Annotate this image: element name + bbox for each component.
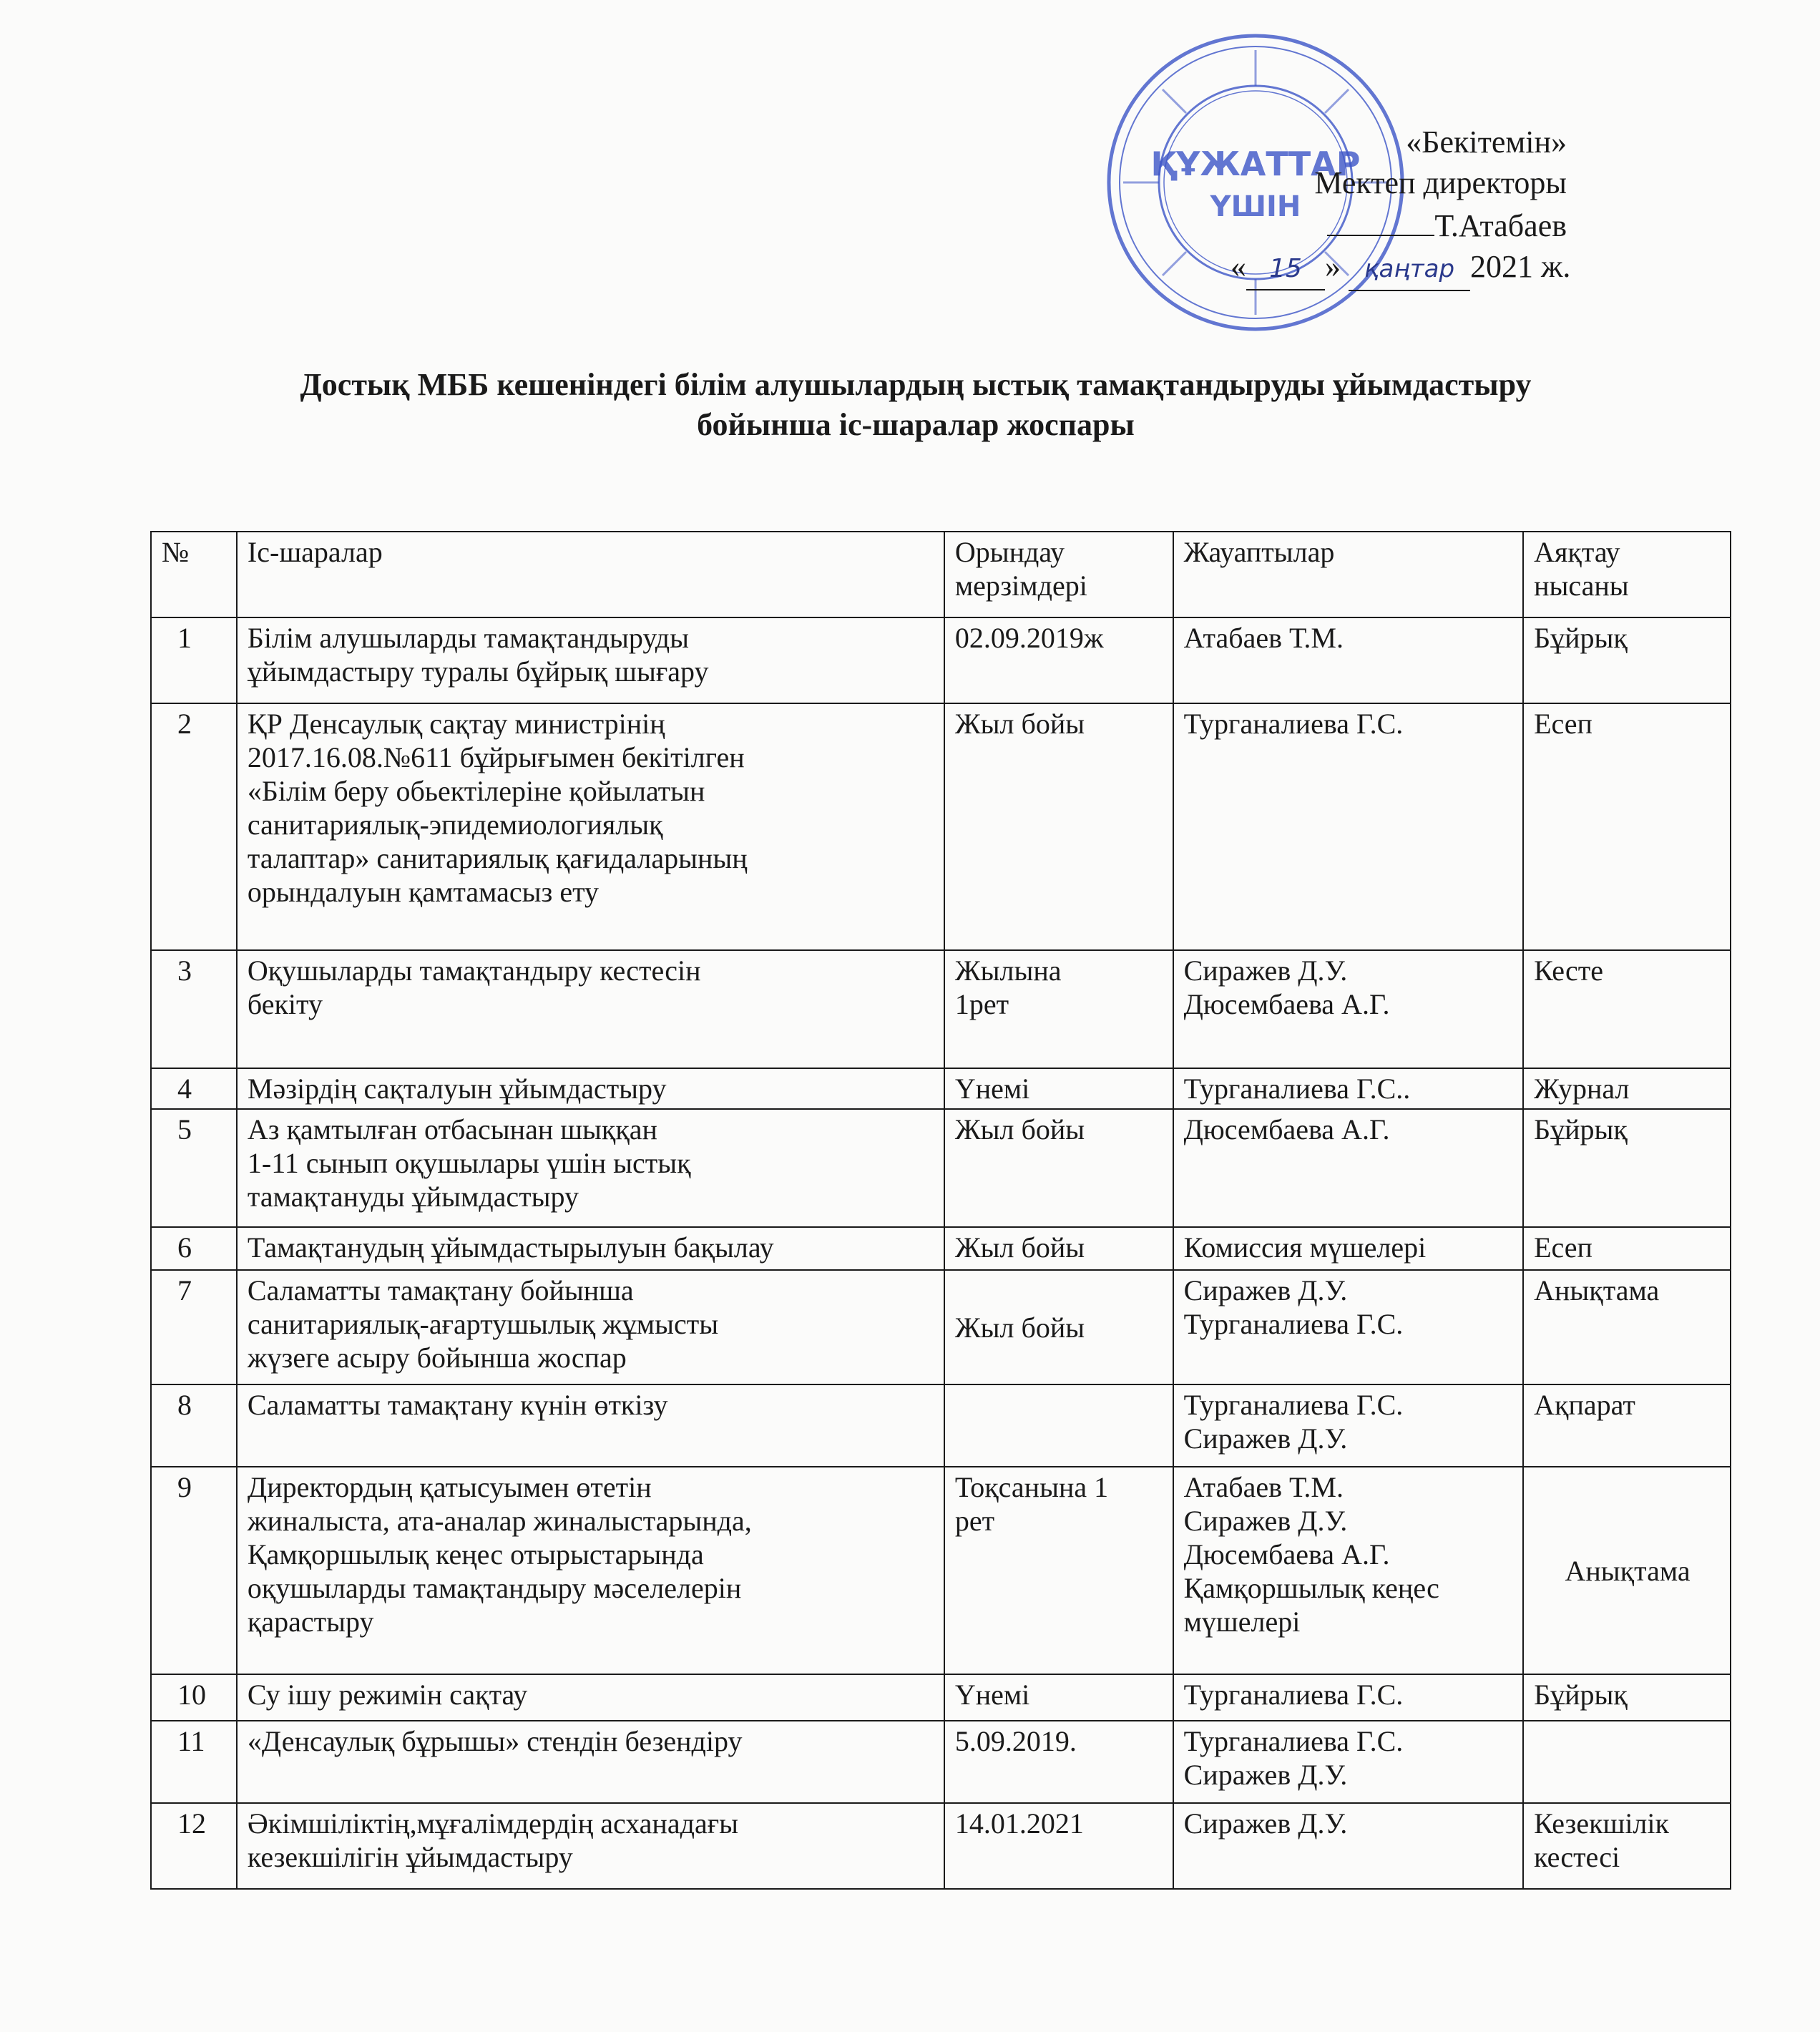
row-responsible <box>1173 1227 1524 1270</box>
row-completion-form: Бұйрық <box>1523 617 1731 703</box>
row-deadline <box>944 1467 1173 1674</box>
responsible-line: Сиражев Д.У. <box>1183 1505 1348 1537</box>
row-number: 5 <box>151 1109 237 1227</box>
activity-line: «Денсаулық бұрышы» стендін безендіру <box>247 1725 743 1757</box>
row-activity <box>237 1227 944 1270</box>
responsible-line: Дюсембаева А.Г. <box>1183 988 1390 1020</box>
table-row <box>151 1803 1731 1889</box>
responsible-line: Сиражев Д.У. <box>1183 1274 1348 1306</box>
deadline-line: 02.09.2019ж <box>954 622 1104 654</box>
row-completion-form: Журнал <box>1523 1068 1731 1109</box>
row-activity <box>237 703 944 950</box>
row-responsible <box>1173 1721 1524 1803</box>
row-activity <box>237 1270 944 1384</box>
document-title <box>215 365 1617 445</box>
deadline-line: Тоқсанына 1 <box>954 1471 1109 1503</box>
activity-line: Білім алушыларды тамақтандыруды <box>247 622 690 654</box>
activity-line: тамақтануды ұйымдастыру <box>247 1181 579 1213</box>
responsible-line: мүшелері <box>1183 1606 1301 1638</box>
approval-name: Т.Атабаев <box>1434 208 1567 243</box>
row-deadline <box>944 1384 1173 1467</box>
table-row <box>151 1068 1731 1109</box>
responsible-line: Дюсембаева А.Г. <box>1183 1538 1390 1571</box>
table-row <box>151 1109 1731 1227</box>
row-number: 10 <box>151 1674 237 1721</box>
activity-line: Саламатты тамақтану бойынша <box>247 1274 634 1306</box>
row-responsible <box>1173 1467 1524 1674</box>
activity-line: орындалуын қамтамасыз ету <box>247 876 600 908</box>
responsible-line: Турганалиева Г.С. <box>1183 1725 1404 1757</box>
date-year: 2021 ж. <box>1470 249 1571 284</box>
row-deadline <box>944 1068 1173 1109</box>
activity-line: талаптар» санитариялық қағидаларының <box>247 842 748 874</box>
deadline-line: Жыл бойы <box>954 1113 1085 1146</box>
table-header-row <box>151 532 1731 617</box>
title-line-2: бойынша іс-шаралар жоспары <box>697 407 1135 442</box>
row-activity <box>237 1721 944 1803</box>
row-deadline <box>944 1803 1173 1889</box>
row-activity <box>237 1109 944 1227</box>
row-activity <box>237 1803 944 1889</box>
approval-label: «Бекітемін» <box>1406 124 1567 160</box>
activity-line: бекіту <box>247 988 323 1020</box>
responsible-line: Дюсембаева А.Г. <box>1183 1113 1390 1146</box>
date-month: қаңтар <box>1349 249 1470 291</box>
row-completion-form: Есеп <box>1523 703 1731 950</box>
row-deadline <box>944 950 1173 1068</box>
activity-line: Әкімшіліктің,мұғалімдердің асханадағы <box>247 1807 738 1840</box>
activity-line: Саламатты тамақтану күнін өткізу <box>247 1389 668 1421</box>
activity-line: Аз қамтылған отбасынан шыққан <box>247 1113 657 1146</box>
deadline-line: Жыл бойы <box>954 1311 1085 1344</box>
activity-line: оқушыларды тамақтандыру мәселелерін <box>247 1572 742 1604</box>
activity-line: 1-11 сынып оқушылары үшін ыстық <box>247 1147 691 1179</box>
responsible-line: Турганалиева Г.С.. <box>1183 1073 1411 1105</box>
row-completion-form <box>1523 1721 1731 1803</box>
row-responsible <box>1173 1270 1524 1384</box>
row-activity <box>237 1384 944 1467</box>
row-completion-form: Бұйрық <box>1523 1674 1731 1721</box>
responsible-line: Сиражев Д.У. <box>1183 1422 1348 1455</box>
row-number: 12 <box>151 1803 237 1889</box>
row-activity <box>237 950 944 1068</box>
deadline-line: Үнемі <box>954 1679 1030 1711</box>
activity-line: Қамқоршылық кеңес отырыстарында <box>247 1538 704 1571</box>
row-number: 11 <box>151 1721 237 1803</box>
row-deadline <box>944 1109 1173 1227</box>
row-responsible <box>1173 1109 1524 1227</box>
responsible-line: Атабаев Т.М. <box>1183 622 1344 654</box>
row-deadline <box>944 1674 1173 1721</box>
approval-date <box>1231 246 1571 291</box>
row-number: 6 <box>151 1227 237 1270</box>
responsible-line: Турганалиева Г.С. <box>1183 1389 1404 1421</box>
activity-line: жиналыста, ата-аналар жиналыстарында, <box>247 1505 752 1537</box>
plan-table <box>150 531 1731 1890</box>
activity-line: санитариялық-ағартушылық жұмысты <box>247 1308 719 1340</box>
deadline-line: 14.01.2021 <box>954 1807 1084 1840</box>
activity-line: Су ішу режимін сақтау <box>247 1679 528 1711</box>
row-responsible <box>1173 1384 1524 1467</box>
row-deadline <box>944 1227 1173 1270</box>
row-completion-form: Анықтама <box>1523 1467 1731 1674</box>
row-deadline <box>944 617 1173 703</box>
table-row <box>151 1227 1731 1270</box>
table-row <box>151 1721 1731 1803</box>
row-activity <box>237 1467 944 1674</box>
table-row <box>151 1384 1731 1467</box>
responsible-line: Қамқоршылық кеңес <box>1183 1572 1439 1604</box>
table-row <box>151 1270 1731 1384</box>
title-line-1: Достық МББ кешеніндегі білім алушылардың ыстық тамақтандыруды ұйымдастыру <box>300 367 1532 402</box>
date-open-quote: « <box>1231 249 1246 284</box>
activity-line: жүзеге асыру бойынша жоспар <box>247 1342 627 1374</box>
row-deadline <box>944 1721 1173 1803</box>
responsible-line: Комиссия мүшелері <box>1183 1231 1427 1264</box>
deadline-line: рет <box>954 1505 995 1537</box>
table-row <box>151 1674 1731 1721</box>
row-completion-form: Кесте <box>1523 950 1731 1068</box>
header-responsible: Жауаптылар <box>1173 532 1524 617</box>
row-responsible <box>1173 1674 1524 1721</box>
responsible-line: Атабаев Т.М. <box>1183 1471 1344 1503</box>
row-number: 2 <box>151 703 237 950</box>
activity-line: қарастыру <box>247 1606 374 1638</box>
row-completion-form: Бұйрық <box>1523 1109 1731 1227</box>
activity-line: ұйымдастыру туралы бұйрық шығару <box>247 655 709 688</box>
activity-line: кезекшілігін ұйымдастыру <box>247 1841 573 1873</box>
row-completion-form: Кезекшілік кестесі <box>1523 1803 1731 1889</box>
date-day: 15 <box>1246 248 1325 290</box>
responsible-line: Сиражев Д.У. <box>1183 1807 1348 1840</box>
row-responsible <box>1173 703 1524 950</box>
row-number: 4 <box>151 1068 237 1109</box>
activity-line: Мәзірдің сақталуын ұйымдастыру <box>247 1073 667 1105</box>
approval-block <box>1231 122 1571 291</box>
deadline-line: Жылына <box>954 954 1062 987</box>
approval-signature-line <box>1231 203 1567 246</box>
row-number: 3 <box>151 950 237 1068</box>
row-responsible <box>1173 1803 1524 1889</box>
deadline-line: 5.09.2019. <box>954 1725 1077 1757</box>
row-completion-form: Есеп <box>1523 1227 1731 1270</box>
header-activity: Іс-шаралар <box>237 532 944 617</box>
responsible-line: Турганалиева Г.С. <box>1183 1308 1404 1340</box>
deadline-line: 1рет <box>954 988 1009 1020</box>
deadline-line: Жыл бойы <box>954 1231 1085 1264</box>
activity-line: ҚР Денсаулық сақтау министрінің <box>247 708 665 740</box>
activity-line: Тамақтанудың ұйымдастырылуын бақылау <box>247 1231 774 1264</box>
header-date: Орындау мерзімдері <box>944 532 1173 617</box>
table-row <box>151 617 1731 703</box>
stamp-center-text-1: ҚҰЖАТТАР <box>1150 145 1361 183</box>
activity-line: Оқушыларды тамақтандыру кестесін <box>247 954 701 987</box>
table-row <box>151 703 1731 950</box>
date-close-quote: » <box>1325 249 1341 284</box>
row-deadline <box>944 1270 1173 1384</box>
row-responsible <box>1173 1068 1524 1109</box>
activity-line: Директордың қатысуымен өтетін <box>247 1471 652 1503</box>
row-number: 7 <box>151 1270 237 1384</box>
row-activity <box>237 1068 944 1109</box>
responsible-line: Сиражев Д.У. <box>1183 954 1348 987</box>
stamp-center-text-2: ҮШІН <box>1210 190 1301 223</box>
row-activity <box>237 617 944 703</box>
row-responsible <box>1173 950 1524 1068</box>
signature-blank <box>1327 203 1434 236</box>
approval-position: Мектеп директоры <box>1314 165 1567 200</box>
activity-line: «Білім беру обьектілеріне қойылатын <box>247 775 705 807</box>
responsible-line: Сиражев Д.У. <box>1183 1759 1348 1791</box>
table-row <box>151 1467 1731 1674</box>
row-responsible <box>1173 617 1524 703</box>
table-row <box>151 950 1731 1068</box>
header-form: Аяқтау нысаны <box>1523 532 1731 617</box>
header-num: № <box>151 532 237 617</box>
row-number: 1 <box>151 617 237 703</box>
deadline-line: Жыл бойы <box>954 708 1085 740</box>
row-activity <box>237 1674 944 1721</box>
row-number: 8 <box>151 1384 237 1467</box>
activity-line: 2017.16.08.№611 бұйрығымен бекітілген <box>247 741 745 773</box>
activity-line: санитариялық-эпидемиологиялық <box>247 809 663 841</box>
row-number: 9 <box>151 1467 237 1674</box>
row-deadline <box>944 703 1173 950</box>
responsible-line: Турганалиева Г.С. <box>1183 1679 1404 1711</box>
row-completion-form: Анықтама <box>1523 1270 1731 1384</box>
deadline-line: Үнемі <box>954 1073 1030 1105</box>
row-completion-form: Ақпарат <box>1523 1384 1731 1467</box>
responsible-line: Турганалиева Г.С. <box>1183 708 1404 740</box>
